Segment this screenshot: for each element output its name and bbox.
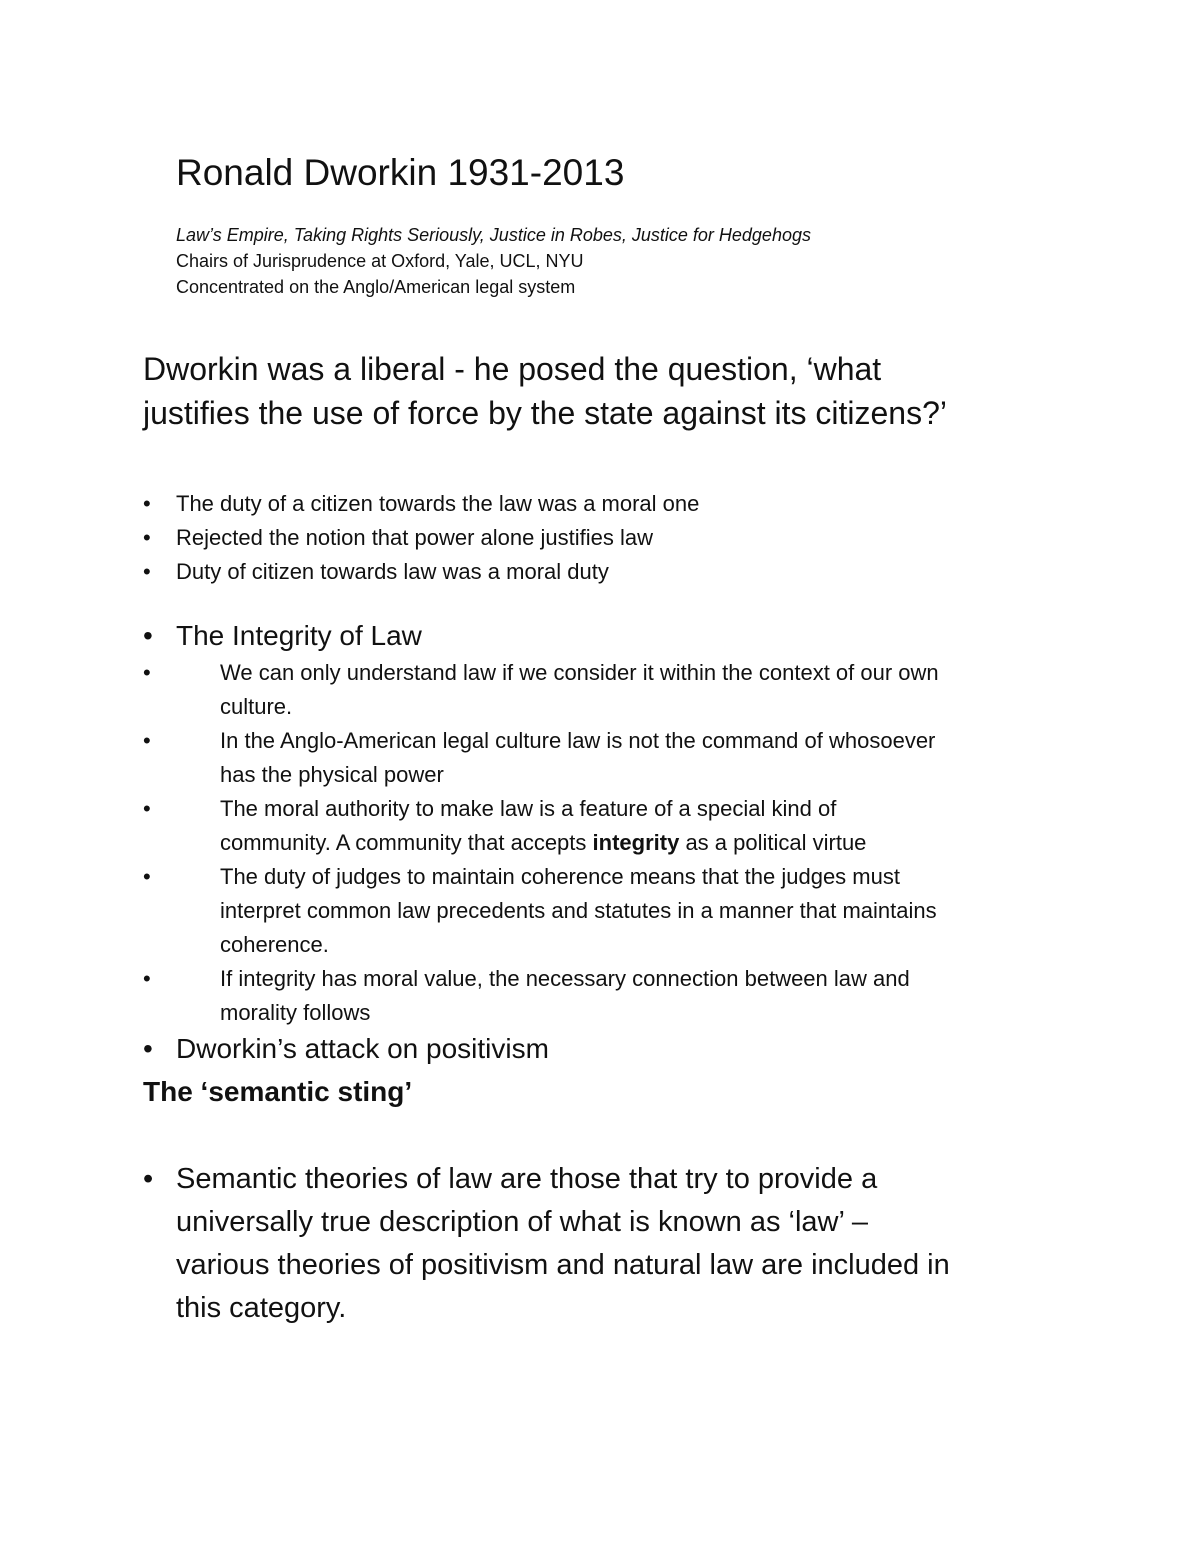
list-item: The moral authority to make law is a feature of a special kind of xyxy=(220,796,837,821)
bullet-marker: • xyxy=(143,559,151,584)
semantic-line: various theories of positivism and natural law are included in xyxy=(176,1249,950,1281)
list-item-continuation: culture. xyxy=(220,694,293,719)
bullet-marker: • xyxy=(143,728,151,753)
text-run: community. A community that accepts xyxy=(220,830,593,855)
bullet-marker: • xyxy=(143,1033,153,1064)
lead-line-1: Dworkin was a liberal - he posed the question, ‘what xyxy=(143,351,882,387)
focus-line: Concentrated on the Anglo/American legal system xyxy=(176,277,576,297)
bullet-marker: • xyxy=(143,660,151,685)
list-item: Rejected the notion that power alone justifies law xyxy=(176,525,653,550)
attack-heading: Dworkin’s attack on positivism xyxy=(176,1033,549,1064)
list-item: The duty of a citizen towards the law was a moral one xyxy=(176,491,700,516)
bullet-marker: • xyxy=(143,525,151,550)
list-item-continuation: coherence. xyxy=(220,932,329,957)
list-item: If integrity has moral value, the necessary connection between law and xyxy=(220,966,910,991)
integrity-heading: The Integrity of Law xyxy=(176,620,422,651)
list-item-continuation: has the physical power xyxy=(220,762,444,787)
list-item-continuation: morality follows xyxy=(220,1000,371,1025)
bullet-marker: • xyxy=(143,796,151,821)
semantic-sting-heading: The ‘semantic sting’ xyxy=(143,1076,413,1107)
semantic-line: Semantic theories of law are those that try to provide a xyxy=(176,1163,878,1195)
list-item: We can only understand law if we consider it within the context of our own xyxy=(220,660,939,685)
list-item: Duty of citizen towards law was a moral duty xyxy=(176,559,609,584)
bullet-marker: • xyxy=(143,1163,154,1195)
semantic-line: universally true description of what is known as ‘law’ – xyxy=(176,1206,869,1238)
page-title: Ronald Dworkin 1931-2013 xyxy=(176,152,625,193)
text-run: as a political virtue xyxy=(679,830,867,855)
semantic-line: this category. xyxy=(176,1292,347,1324)
list-item-continuation: interpret common law precedents and statutes in a manner that maintains xyxy=(220,898,937,923)
books-line: Law’s Empire, Taking Rights Seriously, Justice in Robes, Justice for Hedgehogs xyxy=(176,225,811,245)
integrity-emphasis: integrity xyxy=(592,830,680,855)
list-item-continuation xyxy=(220,826,866,860)
bullet-marker: • xyxy=(143,966,151,991)
list-item: The duty of judges to maintain coherence means that the judges must xyxy=(220,864,900,889)
bullet-marker: • xyxy=(143,620,153,651)
bullet-marker: • xyxy=(143,864,151,889)
list-item: In the Anglo-American legal culture law is not the command of whosoever xyxy=(220,728,936,753)
bullet-marker: • xyxy=(143,491,151,516)
lead-line-2: justifies the use of force by the state against its citizens?’ xyxy=(143,395,947,431)
chairs-line: Chairs of Jurisprudence at Oxford, Yale, UCL, NYU xyxy=(176,251,584,271)
